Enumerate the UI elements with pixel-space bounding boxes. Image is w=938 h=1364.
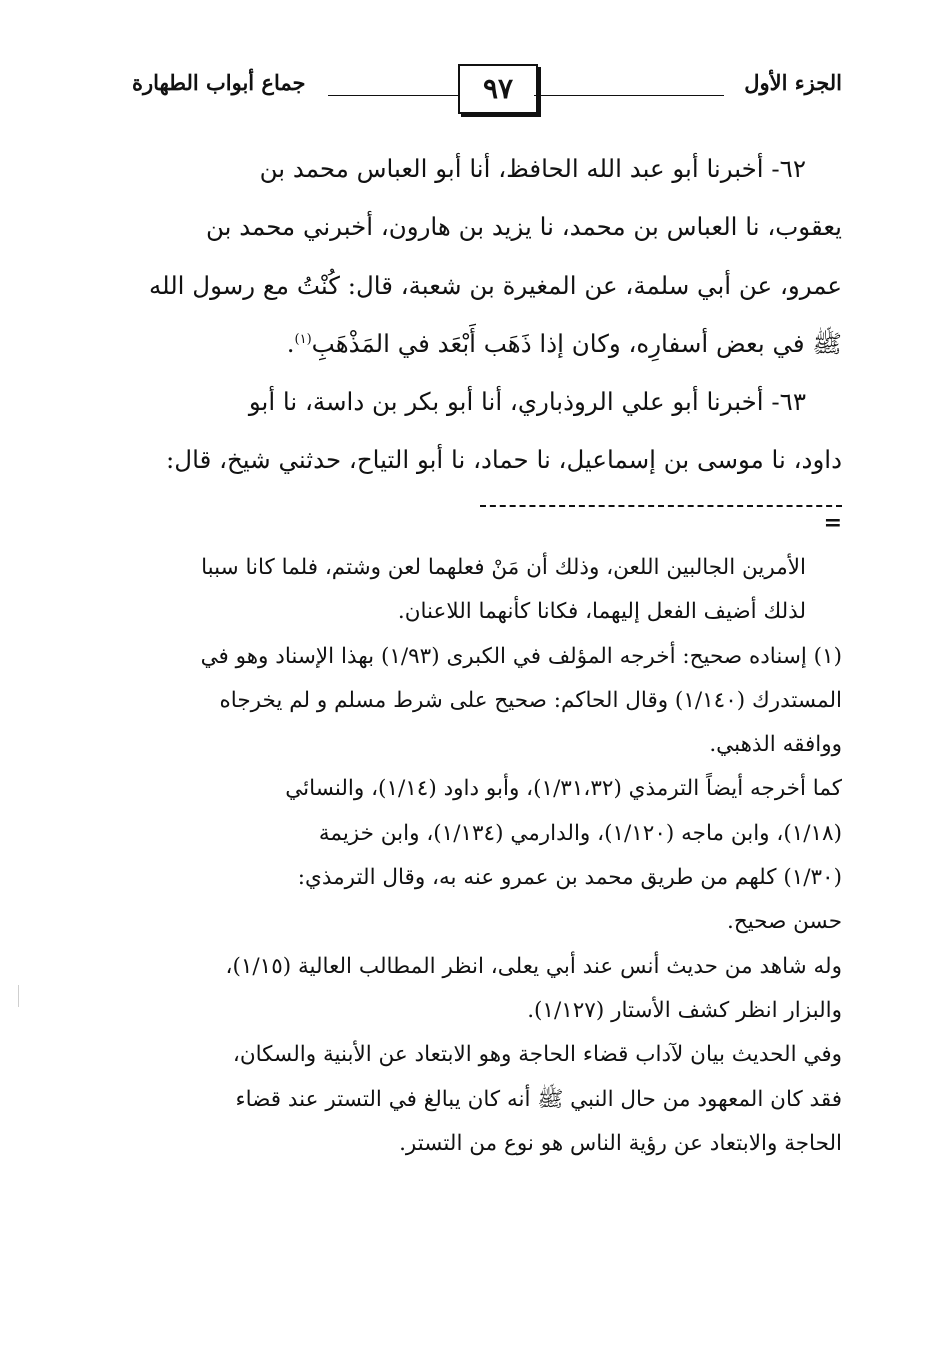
also-reported-line-2: (١/١٨)، وابن ماجه (١/١٢٠)، والدارمي (١/١٣٤)، وابن خزيمة (318, 820, 842, 846)
hadith-63-line-2: داود، نا موسى بن إسماعيل، نا حماد، نا أبو التياح، حدثني شيخ، قال: (166, 445, 842, 475)
hadith-62-line-4 (130, 315, 842, 373)
running-header (132, 62, 842, 118)
page-number-box (458, 64, 538, 114)
volume-title: الجزء الأول (744, 70, 842, 95)
also-reported-line-3: (١/٣٠) كلهم من طريق محمد بن عمرو عنه به، وقال الترمذي: (297, 865, 842, 891)
witness-line-2: والبزار انظر كشف الأستار (١/١٢٧). (527, 997, 842, 1023)
scan-artifact (18, 985, 19, 1007)
witness-line-1: وله شاهد من حديث أنس عند أبي يعلى، انظر المطالب العالية (١/١٥)، (225, 953, 842, 979)
header-rule-left (328, 95, 458, 96)
page-number: ٩٧ (482, 72, 514, 105)
also-reported-line-4: حسن صحيح. (726, 909, 842, 935)
hadith-62-line-3: عمرو، عن أبي سلمة، عن المغيرة بن شعبة، قال: كُنْتُ مع رسول الله (148, 270, 842, 300)
main-text (130, 140, 842, 490)
benefit-line-3: الحاجة والابتعاد عن رؤية الناس هو نوع من التستر. (399, 1130, 842, 1156)
hadith-62-line-1: ٦٢- أخبرنا أبو عبد الله الحافظ، أنا أبو العباس محمد بن (259, 154, 806, 183)
footnote-1-line-1: (١) إسناده صحيح: أخرجه المؤلف في الكبرى (١/٩٣) بهذا الإسناد وهو في (200, 643, 842, 669)
carry-over-line-1: الأمرين الجالبين اللعن، وذلك أن مَنْ فعلهما لعن وشتم، فلما كانا سببا (201, 555, 806, 580)
footnote-1-line-3: ووافقه الذهبي. (709, 732, 842, 758)
benefit-line-1: وفي الحديث بيان لآداب قضاء الحاجة وهو الابتعاد عن الأبنية والسكان، (232, 1042, 842, 1068)
footnote-1-line-2: المستدرك (١/١٤٠) وقال الحاكم: صحيح على شرط مسلم و لم يخرجاه (219, 687, 842, 713)
hadith-62-line-4-text: ﷺ في بعض أسفارِه، وكان إذا ذَهَب أَبْعَد في المَذْهَبِ (311, 328, 842, 358)
footnotes (130, 546, 842, 1166)
chapter-title: جماع أبواب الطهارة (132, 70, 306, 95)
hadith-63-line-1: ٦٣- أخبرنا أبو علي الروذباري، أنا أبو بكر بن داسة، نا أبو (248, 387, 806, 417)
hadith-62-end-mark: . (286, 328, 295, 358)
hadith-62-line-2: يعقوب، نا العباس بن محمد، نا يزيد بن هارون، أخبرني محمد بن (205, 212, 842, 242)
continuation-mark: = (823, 510, 842, 536)
also-reported-line-1: كما أخرجه أيضاً الترمذي (١/٣١،٣٢)، وأبو داود (١/١٤)، والنسائي (285, 776, 842, 802)
header-rule-right (534, 95, 724, 96)
footnote-separator (480, 505, 842, 507)
carry-over-line-2: لذلك أضيف الفعل إليهما، فكانا كأنهما اللاعنان. (397, 599, 806, 625)
benefit-line-2: فقد كان المعهود من حال النبي ﷺ أنه كان يبالغ في التستر عند قضاء (235, 1086, 842, 1112)
footnote-ref-1: (١) (294, 331, 312, 347)
